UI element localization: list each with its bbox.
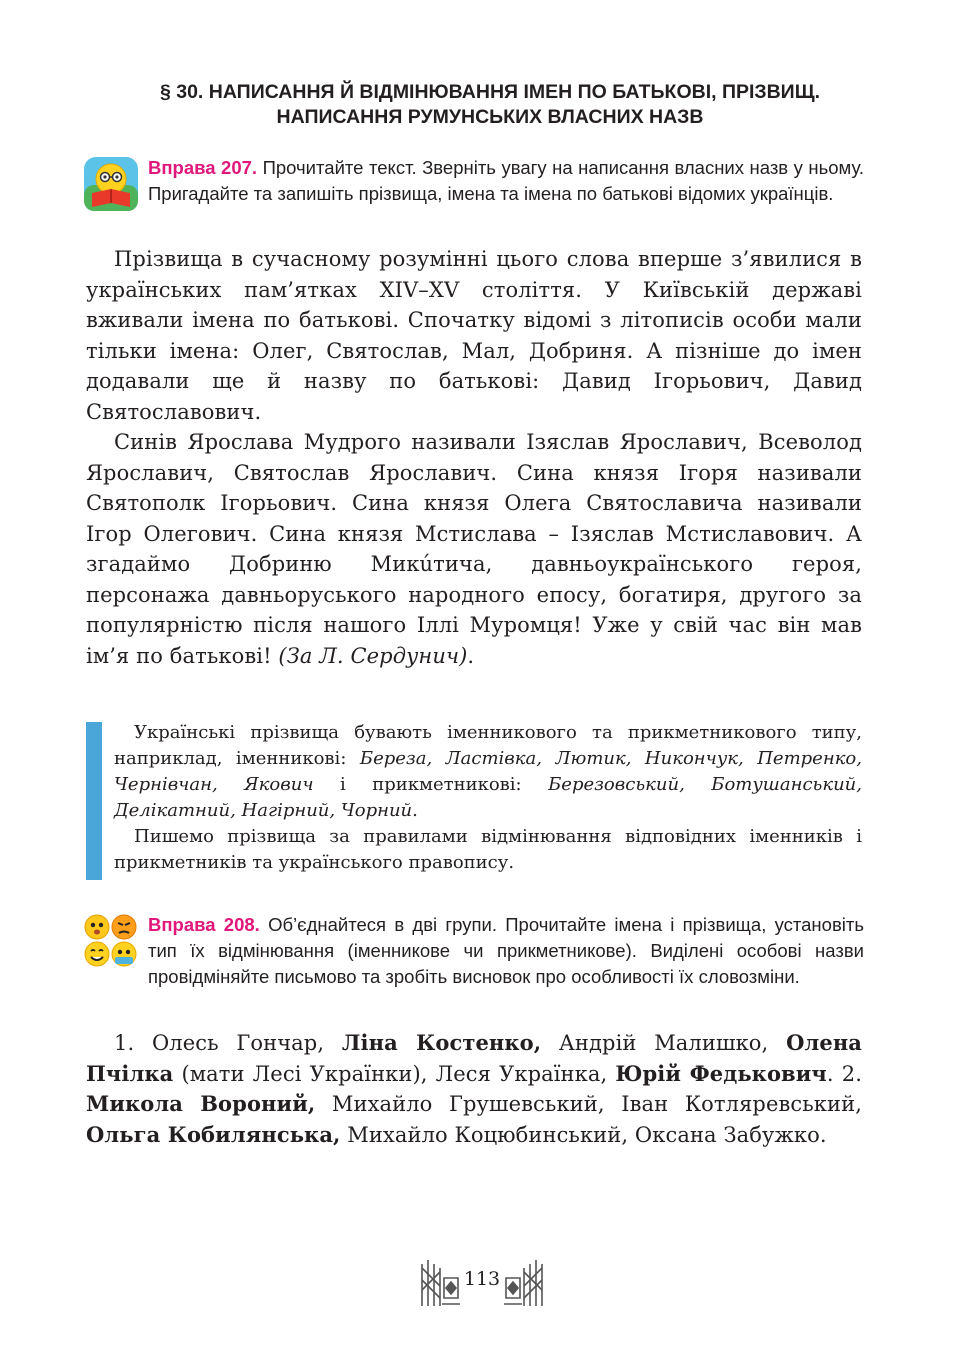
list-text: 1. Олесь Гончар, — [114, 1031, 342, 1055]
passage-paragraph-1: Прізвища в сучасному розумінні цього слова вперше з’явилися в українських пам’ятках XIV–XV століття. У Київській державі вживали імена по батькові. Спочатку відомі з літописів особи мали тільки імена: Олег, Святослав, Мал, Добриня. А пізніше до імен додавали ще й назву по батькові: Давид Ігорьович, Давид Святославович. — [86, 247, 862, 424]
page-number: 113 — [463, 1268, 501, 1290]
rule-box — [86, 720, 862, 882]
list-text: Михайло Коцюбинський, Оксана Забужко. — [340, 1122, 827, 1147]
exercise-207 — [82, 155, 865, 235]
exercise-208-instructions: Об’єднайтеся в дві групи. Прочитайте імена і прізвища, установіть тип їх відмінювання (іменникове чи прикметникове). Виділені особові назви провідміняйте письмово та зробіть висновок про особливості їх словозміни. — [148, 914, 864, 987]
rule-text — [114, 720, 862, 876]
passage-source-end: . — [467, 643, 475, 668]
folk-ornament-left-icon — [418, 1258, 462, 1308]
passage-paragraph-2-text: Синів Ярослава Мудрого називали Ізяслав Ярославич, Всеволод Ярославич, Святослав Ярославич. Сина князя Ігоря називали Святополк Ігорьович. Сина князя Олега Святославича називали Ігор Олегович. Сина князя Мстислава – Ізяслав Мстиславович. А згадаймо Добриню Микúтича, давньоукраїнського героя, персонажа давньоруського народного епосу, богатиря, другого за популярністю після нашого Іллі Муромця! Уже у свій час він мав ім’я по батькові! — [86, 430, 862, 668]
exercise-208 — [82, 912, 862, 1022]
rule-accent-bar — [86, 722, 102, 880]
exercise-207-instructions: Прочитайте текст. Зверніть увагу на написання власних назв у ньому. Пригадайте та запишіть прізвища, імена та імена по батькові відомих українців. — [148, 157, 865, 204]
section-title-line1: § 30. НАПИСАННЯ Й ВІДМІНЮВАННЯ ІМЕН ПО БАТЬКОВІ, ПРІЗВИЩ. — [159, 81, 820, 103]
list-text: Михайло Грушевський, Іван Котляревський, — [315, 1092, 862, 1116]
passage-paragraph-2 — [86, 427, 862, 671]
page-footer — [418, 1258, 548, 1308]
rule-text-part: Українські прізвища бувають іменникового та прикметникового типу, наприклад, іменникові: — [114, 722, 862, 769]
exercise-208-label: Вправа 208. — [148, 914, 260, 935]
rule-text-part: . — [412, 800, 418, 821]
list-text: Андрій Малишко, — [541, 1031, 787, 1055]
passage-source: (За Л. Сердунич) — [278, 643, 468, 668]
exercise-207-passage — [86, 244, 862, 671]
rule-paragraph-1 — [114, 720, 862, 824]
exercise-208-text — [148, 912, 864, 990]
highlighted-name: Ольга Кобилянська, — [86, 1121, 341, 1147]
folk-ornament-right-icon — [502, 1258, 546, 1308]
names-list — [86, 1028, 862, 1150]
section-heading — [60, 80, 920, 130]
highlighted-name: Ліна Костенко, — [341, 1030, 542, 1055]
reading-smiley-icon — [82, 155, 140, 213]
highlighted-name: Олена Пчілка — [86, 1030, 863, 1086]
rule-adjective-examples: Березовський, Ботушанський, Делікатний, Нагірний, Чорний — [114, 774, 862, 821]
exercise-208-list — [86, 1028, 862, 1150]
rule-paragraph-2: Пишемо прізвища за правилами відмінювання відповідних іменників і прикметників та українського правопису. — [114, 826, 862, 873]
section-title-line2: НАПИСАННЯ РУМУНСЬКИХ ВЛАСНИХ НАЗВ — [276, 106, 704, 128]
list-text: . 2. — [826, 1061, 862, 1086]
exercise-207-label: Вправа 207. — [148, 157, 258, 178]
rule-text-part: і прикметникові: — [313, 774, 549, 795]
rule-noun-examples: Береза, Ластівка, Лютик, Никончук, Петренко, Чернівчан, Якович — [114, 748, 862, 795]
group-smileys-icon — [82, 912, 140, 970]
exercise-207-text — [148, 155, 864, 207]
list-text: (мати Лесі Українки), Леся Українка, — [173, 1061, 616, 1086]
highlighted-name: Микола Вороний, — [86, 1091, 316, 1116]
highlighted-name: Юрій Федькович — [615, 1060, 827, 1086]
